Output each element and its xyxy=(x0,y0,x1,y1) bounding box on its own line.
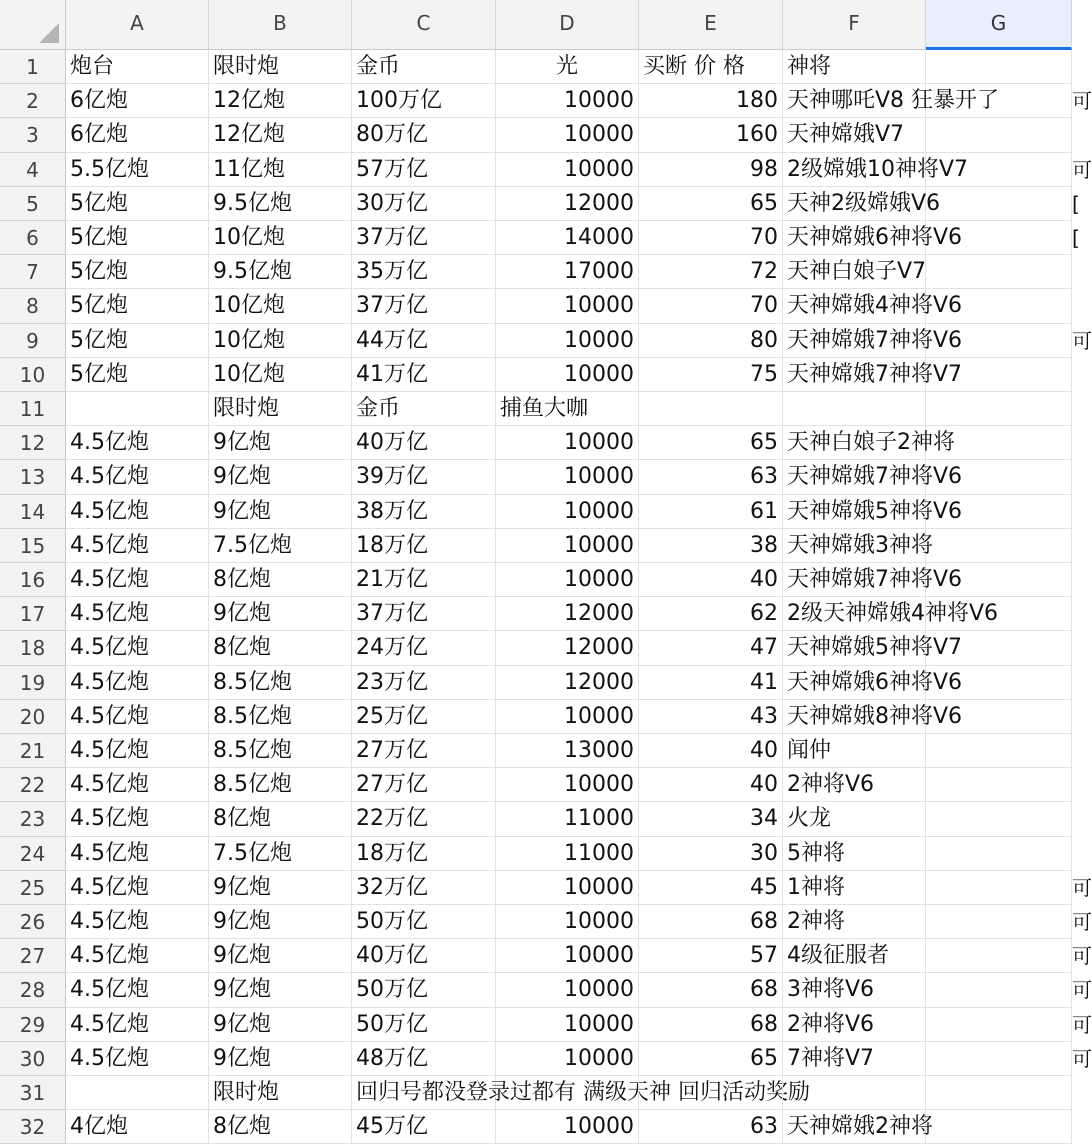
cell-e8[interactable]: 70 xyxy=(639,289,783,323)
cell-b31[interactable]: 限时炮 xyxy=(209,1076,352,1110)
row-header[interactable]: 2 xyxy=(0,84,66,118)
cell-d26[interactable]: 10000 xyxy=(496,905,639,939)
cell-f18[interactable]: 天神嫦娥5神将V7 xyxy=(783,631,926,665)
cell-g13[interactable] xyxy=(926,460,1072,494)
cell-c22[interactable]: 27万亿 xyxy=(352,768,496,802)
cell-g1[interactable] xyxy=(926,50,1072,84)
cell-g10[interactable] xyxy=(926,358,1072,392)
cell-d14[interactable]: 10000 xyxy=(496,495,639,529)
cell-f10[interactable]: 天神嫦娥7神将V7 xyxy=(783,358,926,392)
cell-c30[interactable]: 48万亿 xyxy=(352,1042,496,1076)
column-header-e[interactable]: E xyxy=(639,0,783,50)
cell-f27[interactable]: 4级征服者 xyxy=(783,939,926,973)
cell-b27[interactable]: 9亿炮 xyxy=(209,939,352,973)
cell-g25[interactable] xyxy=(926,871,1072,905)
cell-c24[interactable]: 18万亿 xyxy=(352,837,496,871)
cell-a22[interactable]: 4.5亿炮 xyxy=(66,768,209,802)
cell-e6[interactable]: 70 xyxy=(639,221,783,255)
cell-e11[interactable] xyxy=(639,392,783,426)
cell-b1[interactable]: 限时炮 xyxy=(209,50,352,84)
cell-g11[interactable] xyxy=(926,392,1072,426)
cell-g8[interactable] xyxy=(926,289,1072,323)
cell-b24[interactable]: 7.5亿炮 xyxy=(209,837,352,871)
cell-a27[interactable]: 4.5亿炮 xyxy=(66,939,209,973)
cell-e1[interactable]: 买断 价 格 xyxy=(639,50,783,84)
cell-a12[interactable]: 4.5亿炮 xyxy=(66,426,209,460)
row-header[interactable]: 8 xyxy=(0,289,66,323)
cell-g18[interactable] xyxy=(926,631,1072,665)
cell-c8[interactable]: 37万亿 xyxy=(352,289,496,323)
cell-f7[interactable]: 天神白娘子V7 xyxy=(783,255,926,289)
cell-f3[interactable]: 天神嫦娥V7 xyxy=(783,118,926,152)
cell-e18[interactable]: 47 xyxy=(639,631,783,665)
cell-f14[interactable]: 天神嫦娥5神将V6 xyxy=(783,495,926,529)
cell-a20[interactable]: 4.5亿炮 xyxy=(66,700,209,734)
row-header[interactable]: 21 xyxy=(0,734,66,768)
cell-b8[interactable]: 10亿炮 xyxy=(209,289,352,323)
cell-c2[interactable]: 100万亿 xyxy=(352,84,496,118)
cell-c15[interactable]: 18万亿 xyxy=(352,529,496,563)
column-header-d[interactable]: D xyxy=(496,0,639,50)
cell-f4[interactable]: 2级嫦娥10神将V7 xyxy=(783,153,926,187)
cell-g7[interactable] xyxy=(926,255,1072,289)
cell-g30[interactable] xyxy=(926,1042,1072,1076)
cell-a7[interactable]: 5亿炮 xyxy=(66,255,209,289)
cell-b26[interactable]: 9亿炮 xyxy=(209,905,352,939)
cell-e29[interactable]: 68 xyxy=(639,1008,783,1042)
cell-e28[interactable]: 68 xyxy=(639,973,783,1007)
cell-c26[interactable]: 50万亿 xyxy=(352,905,496,939)
cell-d16[interactable]: 10000 xyxy=(496,563,639,597)
cell-c5[interactable]: 30万亿 xyxy=(352,187,496,221)
cell-b18[interactable]: 8亿炮 xyxy=(209,631,352,665)
cell-f31[interactable] xyxy=(783,1076,926,1110)
row-header[interactable]: 14 xyxy=(0,495,66,529)
cell-b12[interactable]: 9亿炮 xyxy=(209,426,352,460)
cell-g31[interactable] xyxy=(926,1076,1072,1110)
cell-a8[interactable]: 5亿炮 xyxy=(66,289,209,323)
column-header-b[interactable]: B xyxy=(209,0,352,50)
row-header[interactable]: 3 xyxy=(0,118,66,152)
cell-e32[interactable]: 63 xyxy=(639,1110,783,1144)
offscreen-cell-fragment: 可 xyxy=(1072,1046,1092,1071)
cell-d23[interactable]: 11000 xyxy=(496,802,639,836)
cell-d18[interactable]: 12000 xyxy=(496,631,639,665)
cell-e12[interactable]: 65 xyxy=(639,426,783,460)
cell-f20[interactable]: 天神嫦娥8神将V6 xyxy=(783,700,926,734)
cell-c25[interactable]: 32万亿 xyxy=(352,871,496,905)
cell-a31[interactable] xyxy=(66,1076,209,1110)
offscreen-cell-fragment: 可 xyxy=(1072,89,1092,114)
cell-f24[interactable]: 5神将 xyxy=(783,837,926,871)
cell-e7[interactable]: 72 xyxy=(639,255,783,289)
cell-e2[interactable]: 180 xyxy=(639,84,783,118)
cell-e5[interactable]: 65 xyxy=(639,187,783,221)
cell-f21[interactable]: 闻仲 xyxy=(783,734,926,768)
cell-f11[interactable] xyxy=(783,392,926,426)
cell-b17[interactable]: 9亿炮 xyxy=(209,597,352,631)
offscreen-cell-fragment: 可 xyxy=(1072,157,1092,182)
cell-b11[interactable]: 限时炮 xyxy=(209,392,352,426)
cell-c1[interactable]: 金币 xyxy=(352,50,496,84)
cell-c31[interactable]: 回归号都没登录过都有 满级天神 回归活动奖励 xyxy=(352,1076,496,1110)
cell-g17[interactable] xyxy=(926,597,1072,631)
cell-b3[interactable]: 12亿炮 xyxy=(209,118,352,152)
cell-a26[interactable]: 4.5亿炮 xyxy=(66,905,209,939)
offscreen-cell-fragment: 可 xyxy=(1072,978,1092,1003)
cell-d3[interactable]: 10000 xyxy=(496,118,639,152)
row-header[interactable]: 18 xyxy=(0,631,66,665)
cell-e24[interactable]: 30 xyxy=(639,837,783,871)
cell-f8[interactable]: 天神嫦娥4神将V6 xyxy=(783,289,926,323)
cell-b25[interactable]: 9亿炮 xyxy=(209,871,352,905)
cell-b9[interactable]: 10亿炮 xyxy=(209,324,352,358)
cell-a11[interactable] xyxy=(66,392,209,426)
cell-b15[interactable]: 7.5亿炮 xyxy=(209,529,352,563)
cell-a30[interactable]: 4.5亿炮 xyxy=(66,1042,209,1076)
cell-e16[interactable]: 40 xyxy=(639,563,783,597)
cell-b20[interactable]: 8.5亿炮 xyxy=(209,700,352,734)
cell-c14[interactable]: 38万亿 xyxy=(352,495,496,529)
cell-e27[interactable]: 57 xyxy=(639,939,783,973)
cell-d30[interactable]: 10000 xyxy=(496,1042,639,1076)
column-header-c[interactable]: C xyxy=(352,0,496,50)
cell-g3[interactable] xyxy=(926,118,1072,152)
cell-a32[interactable]: 4亿炮 xyxy=(66,1110,209,1144)
cell-a17[interactable]: 4.5亿炮 xyxy=(66,597,209,631)
cell-e19[interactable]: 41 xyxy=(639,666,783,700)
cell-e20[interactable]: 43 xyxy=(639,700,783,734)
cell-d8[interactable]: 10000 xyxy=(496,289,639,323)
cell-e21[interactable]: 40 xyxy=(639,734,783,768)
cell-g28[interactable] xyxy=(926,973,1072,1007)
cell-a25[interactable]: 4.5亿炮 xyxy=(66,871,209,905)
cell-e3[interactable]: 160 xyxy=(639,118,783,152)
row-header[interactable]: 19 xyxy=(0,666,66,700)
cell-d15[interactable]: 10000 xyxy=(496,529,639,563)
cell-g20[interactable] xyxy=(926,700,1072,734)
cell-d2[interactable]: 10000 xyxy=(496,84,639,118)
row-header[interactable]: 5 xyxy=(0,187,66,221)
cell-f19[interactable]: 天神嫦娥6神将V6 xyxy=(783,666,926,700)
row-header[interactable]: 10 xyxy=(0,358,66,392)
cell-b14[interactable]: 9亿炮 xyxy=(209,495,352,529)
cell-e26[interactable]: 68 xyxy=(639,905,783,939)
cell-b6[interactable]: 10亿炮 xyxy=(209,221,352,255)
cell-c28[interactable]: 50万亿 xyxy=(352,973,496,1007)
cell-c13[interactable]: 39万亿 xyxy=(352,460,496,494)
offscreen-cell-fragment: 可 xyxy=(1072,328,1092,353)
select-all-triangle-icon xyxy=(39,23,59,43)
row-header[interactable]: 4 xyxy=(0,153,66,187)
row-header[interactable]: 28 xyxy=(0,973,66,1007)
row-header[interactable]: 30 xyxy=(0,1042,66,1076)
cell-g15[interactable] xyxy=(926,529,1072,563)
cell-a21[interactable]: 4.5亿炮 xyxy=(66,734,209,768)
row-header[interactable]: 22 xyxy=(0,768,66,802)
cell-d10[interactable]: 10000 xyxy=(496,358,639,392)
cell-g32[interactable] xyxy=(926,1110,1072,1144)
cell-c9[interactable]: 44万亿 xyxy=(352,324,496,358)
cell-b23[interactable]: 8亿炮 xyxy=(209,802,352,836)
cell-b29[interactable]: 9亿炮 xyxy=(209,1008,352,1042)
row-header[interactable]: 17 xyxy=(0,597,66,631)
cell-a14[interactable]: 4.5亿炮 xyxy=(66,495,209,529)
offscreen-cell-fragment: 可 xyxy=(1072,910,1092,934)
cell-g5[interactable] xyxy=(926,187,1072,221)
cell-b10[interactable]: 10亿炮 xyxy=(209,358,352,392)
row-header[interactable]: 11 xyxy=(0,392,66,426)
cell-c23[interactable]: 22万亿 xyxy=(352,802,496,836)
row-header[interactable]: 20 xyxy=(0,700,66,734)
cell-d20[interactable]: 10000 xyxy=(496,700,639,734)
cell-c10[interactable]: 41万亿 xyxy=(352,358,496,392)
row-header[interactable]: 6 xyxy=(0,221,66,255)
cell-a4[interactable]: 5.5亿炮 xyxy=(66,153,209,187)
cell-d27[interactable]: 10000 xyxy=(496,939,639,973)
cell-f2[interactable]: 天神哪吒V8 狂暴开了 xyxy=(783,84,926,118)
cell-d12[interactable]: 10000 xyxy=(496,426,639,460)
cell-c32[interactable]: 45万亿 xyxy=(352,1110,496,1144)
cell-c7[interactable]: 35万亿 xyxy=(352,255,496,289)
cell-e25[interactable]: 45 xyxy=(639,871,783,905)
cell-a10[interactable]: 5亿炮 xyxy=(66,358,209,392)
cell-f30[interactable]: 7神将V7 xyxy=(783,1042,926,1076)
cell-g24[interactable] xyxy=(926,837,1072,871)
cell-b7[interactable]: 9.5亿炮 xyxy=(209,255,352,289)
offscreen-cell-fragment: 可 xyxy=(1072,875,1092,900)
cell-d5[interactable]: 12000 xyxy=(496,187,639,221)
cell-e15[interactable]: 38 xyxy=(639,529,783,563)
cell-f26[interactable]: 2神将 xyxy=(783,905,926,939)
cell-d24[interactable]: 11000 xyxy=(496,837,639,871)
column-header-g[interactable]: G xyxy=(926,0,1072,50)
cell-c29[interactable]: 50万亿 xyxy=(352,1008,496,1042)
cell-d25[interactable]: 10000 xyxy=(496,871,639,905)
cell-d22[interactable]: 10000 xyxy=(496,768,639,802)
cell-d31[interactable] xyxy=(496,1076,639,1110)
cell-f6[interactable]: 天神嫦娥6神将V6 xyxy=(783,221,926,255)
cell-a3[interactable]: 6亿炮 xyxy=(66,118,209,152)
cell-c19[interactable]: 23万亿 xyxy=(352,666,496,700)
cell-b2[interactable]: 12亿炮 xyxy=(209,84,352,118)
cell-a24[interactable]: 4.5亿炮 xyxy=(66,837,209,871)
cell-a16[interactable]: 4.5亿炮 xyxy=(66,563,209,597)
cell-f1[interactable]: 神将 xyxy=(783,50,926,84)
cell-d1[interactable]: 光 xyxy=(496,50,639,84)
cell-e13[interactable]: 63 xyxy=(639,460,783,494)
cell-g23[interactable] xyxy=(926,802,1072,836)
cell-f12[interactable]: 天神白娘子2神将 xyxy=(783,426,926,460)
row-header[interactable]: 27 xyxy=(0,939,66,973)
offscreen-cell-fragment: 可 xyxy=(1072,944,1092,969)
offscreen-cell-fragment: 可 xyxy=(1072,1012,1092,1037)
offscreen-cell-fragment: [ xyxy=(1072,191,1080,216)
cell-c3[interactable]: 80万亿 xyxy=(352,118,496,152)
column-header-f[interactable]: F xyxy=(783,0,926,50)
row-header[interactable]: 32 xyxy=(0,1110,66,1144)
cell-g2[interactable] xyxy=(926,84,1072,118)
cell-e31[interactable] xyxy=(639,1076,783,1110)
cell-d11[interactable]: 捕鱼大咖 xyxy=(496,392,639,426)
cell-f9[interactable]: 天神嫦娥7神将V6 xyxy=(783,324,926,358)
cell-a28[interactable]: 4.5亿炮 xyxy=(66,973,209,1007)
cell-c12[interactable]: 40万亿 xyxy=(352,426,496,460)
cell-b13[interactable]: 9亿炮 xyxy=(209,460,352,494)
cell-b28[interactable]: 9亿炮 xyxy=(209,973,352,1007)
cell-a6[interactable]: 5亿炮 xyxy=(66,221,209,255)
cell-g4[interactable] xyxy=(926,153,1072,187)
row-header[interactable]: 15 xyxy=(0,529,66,563)
cell-b5[interactable]: 9.5亿炮 xyxy=(209,187,352,221)
cell-e17[interactable]: 62 xyxy=(639,597,783,631)
cell-f29[interactable]: 2神将V6 xyxy=(783,1008,926,1042)
cell-a29[interactable]: 4.5亿炮 xyxy=(66,1008,209,1042)
cell-f16[interactable]: 天神嫦娥7神将V6 xyxy=(783,563,926,597)
cell-d6[interactable]: 14000 xyxy=(496,221,639,255)
row-header[interactable]: 24 xyxy=(0,837,66,871)
cell-a15[interactable]: 4.5亿炮 xyxy=(66,529,209,563)
cell-a13[interactable]: 4.5亿炮 xyxy=(66,460,209,494)
cell-d4[interactable]: 10000 xyxy=(496,153,639,187)
cell-d21[interactable]: 13000 xyxy=(496,734,639,768)
cell-a9[interactable]: 5亿炮 xyxy=(66,324,209,358)
cell-f17[interactable]: 2级天神嫦娥4神将V6 xyxy=(783,597,926,631)
cell-d28[interactable]: 10000 xyxy=(496,973,639,1007)
cell-e22[interactable]: 40 xyxy=(639,768,783,802)
cell-b16[interactable]: 8亿炮 xyxy=(209,563,352,597)
cell-c21[interactable]: 27万亿 xyxy=(352,734,496,768)
cell-a23[interactable]: 4.5亿炮 xyxy=(66,802,209,836)
select-all-corner[interactable] xyxy=(0,0,66,50)
cell-b19[interactable]: 8.5亿炮 xyxy=(209,666,352,700)
cell-e14[interactable]: 61 xyxy=(639,495,783,529)
cell-e9[interactable]: 80 xyxy=(639,324,783,358)
cell-e10[interactable]: 75 xyxy=(639,358,783,392)
cell-f32[interactable]: 天神嫦娥2神将 xyxy=(783,1110,926,1144)
row-header[interactable]: 23 xyxy=(0,802,66,836)
cell-f28[interactable]: 3神将V6 xyxy=(783,973,926,1007)
cell-g12[interactable] xyxy=(926,426,1072,460)
cell-b21[interactable]: 8.5亿炮 xyxy=(209,734,352,768)
cell-c18[interactable]: 24万亿 xyxy=(352,631,496,665)
cell-b30[interactable]: 9亿炮 xyxy=(209,1042,352,1076)
cell-e30[interactable]: 65 xyxy=(639,1042,783,1076)
cell-f22[interactable]: 2神将V6 xyxy=(783,768,926,802)
cell-a18[interactable]: 4.5亿炮 xyxy=(66,631,209,665)
cell-d9[interactable]: 10000 xyxy=(496,324,639,358)
cell-f5[interactable]: 天神2级嫦娥V6 xyxy=(783,187,926,221)
cell-a2[interactable]: 6亿炮 xyxy=(66,84,209,118)
cell-b32[interactable]: 8亿炮 xyxy=(209,1110,352,1144)
row-header[interactable]: 16 xyxy=(0,563,66,597)
cell-f15[interactable]: 天神嫦娥3神将 xyxy=(783,529,926,563)
cell-g21[interactable] xyxy=(926,734,1072,768)
cell-c6[interactable]: 37万亿 xyxy=(352,221,496,255)
cell-b4[interactable]: 11亿炮 xyxy=(209,153,352,187)
cell-g14[interactable] xyxy=(926,495,1072,529)
offscreen-cell-fragment: [ xyxy=(1072,226,1080,250)
cell-g27[interactable] xyxy=(926,939,1072,973)
row-header[interactable]: 12 xyxy=(0,426,66,460)
row-header[interactable]: 13 xyxy=(0,460,66,494)
cell-e23[interactable]: 34 xyxy=(639,802,783,836)
column-header-a[interactable]: A xyxy=(66,0,209,50)
row-header[interactable]: 26 xyxy=(0,905,66,939)
cell-c16[interactable]: 21万亿 xyxy=(352,563,496,597)
row-header[interactable]: 29 xyxy=(0,1008,66,1042)
row-header[interactable]: 25 xyxy=(0,871,66,905)
row-header[interactable]: 9 xyxy=(0,324,66,358)
row-header[interactable]: 7 xyxy=(0,255,66,289)
cell-c20[interactable]: 25万亿 xyxy=(352,700,496,734)
cell-g9[interactable] xyxy=(926,324,1072,358)
cell-f13[interactable]: 天神嫦娥7神将V6 xyxy=(783,460,926,494)
cell-f23[interactable]: 火龙 xyxy=(783,802,926,836)
cell-g19[interactable] xyxy=(926,666,1072,700)
cell-g6[interactable] xyxy=(926,221,1072,255)
row-header[interactable]: 31 xyxy=(0,1076,66,1110)
cell-c17[interactable]: 37万亿 xyxy=(352,597,496,631)
cell-a19[interactable]: 4.5亿炮 xyxy=(66,666,209,700)
cell-d17[interactable]: 12000 xyxy=(496,597,639,631)
cell-d29[interactable]: 10000 xyxy=(496,1008,639,1042)
cell-g22[interactable] xyxy=(926,768,1072,802)
cell-e4[interactable]: 98 xyxy=(639,153,783,187)
cell-d7[interactable]: 17000 xyxy=(496,255,639,289)
cell-c4[interactable]: 57万亿 xyxy=(352,153,496,187)
cell-c27[interactable]: 40万亿 xyxy=(352,939,496,973)
cell-d13[interactable]: 10000 xyxy=(496,460,639,494)
cell-a1[interactable]: 炮台 xyxy=(66,50,209,84)
cell-d32[interactable]: 10000 xyxy=(496,1110,639,1144)
cell-a5[interactable]: 5亿炮 xyxy=(66,187,209,221)
cell-g26[interactable] xyxy=(926,905,1072,939)
cell-b22[interactable]: 8.5亿炮 xyxy=(209,768,352,802)
cell-f25[interactable]: 1神将 xyxy=(783,871,926,905)
cell-d19[interactable]: 12000 xyxy=(496,666,639,700)
cell-g29[interactable] xyxy=(926,1008,1072,1042)
cell-c11[interactable]: 金币 xyxy=(352,392,496,426)
cell-g16[interactable] xyxy=(926,563,1072,597)
row-header[interactable]: 1 xyxy=(0,50,66,84)
